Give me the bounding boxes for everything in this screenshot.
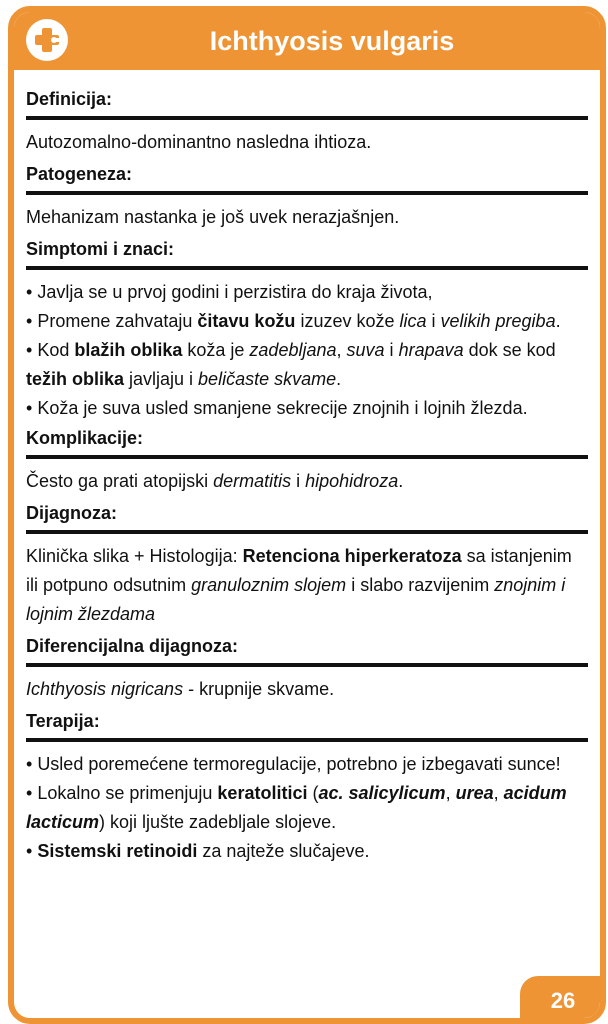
section-title-simptomi: Simptomi i znaci: xyxy=(26,239,175,259)
card-header xyxy=(14,12,600,70)
dijagnoza-text: Klinička slika + Histologija: Retenciona hiperkeratoza sa istanjenim ili potpuno odsutnim granuloznim slojem i slabo razvijenim znojnim i lojnim žlezdama xyxy=(26,546,572,624)
list-item: • Sistemski retinoidi za najteže slučajeve. xyxy=(26,837,588,866)
section-title-dijagnoza: Dijagnoza: xyxy=(26,503,118,523)
list-item: • Usled poremećene termoregulacije, potrebno je izbegavati sunce! xyxy=(26,750,588,779)
divider xyxy=(26,663,588,667)
definicija-text: Autozomalno-dominantno nasledna ihtioza. xyxy=(26,132,372,152)
divider xyxy=(26,191,588,195)
divider xyxy=(26,455,588,459)
page-number: 26 xyxy=(520,976,606,1024)
section-title-terapija: Terapija: xyxy=(26,711,100,731)
card xyxy=(8,6,606,1024)
list-item: • Lokalno se primenjuju keratolitici (ac. salicylicum, urea, acidum lacticum) koji ljušte zadebljale slojeve. xyxy=(26,779,588,837)
simptomi-list xyxy=(26,278,588,423)
patogeneza-text: Mehanizam nastanka je još uvek nerazjašnjen. xyxy=(26,207,400,227)
list-item: • Promene zahvataju čitavu kožu izuzev kože lica i velikih pregiba. xyxy=(26,307,588,336)
list-item: • Javlja se u prvoj godini i perzistira do kraja života, xyxy=(26,278,588,307)
content xyxy=(26,84,588,866)
divider xyxy=(26,738,588,742)
puzzle-cross-icon xyxy=(32,25,62,55)
divider xyxy=(26,530,588,534)
list-item: • Kod blažih oblika koža je zadebljana, suva i hrapava dok se kod težih oblika javljaju i beličaste skvame. xyxy=(26,336,588,394)
section-title-patogeneza: Patogeneza: xyxy=(26,164,133,184)
divider xyxy=(26,266,588,270)
page-title: Ichthyosis vulgaris xyxy=(209,26,455,56)
section-title-diferencijalna: Diferencijalna dijagnoza: xyxy=(26,636,239,656)
komplikacije-text: Često ga prati atopijski dermatitis i hipohidroza. xyxy=(26,471,404,491)
terapija-list xyxy=(26,750,588,866)
diferencijalna-text: Ichthyosis nigricans - krupnije skvame. xyxy=(26,679,335,699)
section-title-komplikacije: Komplikacije: xyxy=(26,428,144,448)
section-title-definicija: Definicija: xyxy=(26,89,113,109)
logo xyxy=(26,19,68,61)
divider xyxy=(26,116,588,120)
list-item: • Koža je suva usled smanjene sekrecije znojnih i lojnih žlezda. xyxy=(26,394,588,423)
